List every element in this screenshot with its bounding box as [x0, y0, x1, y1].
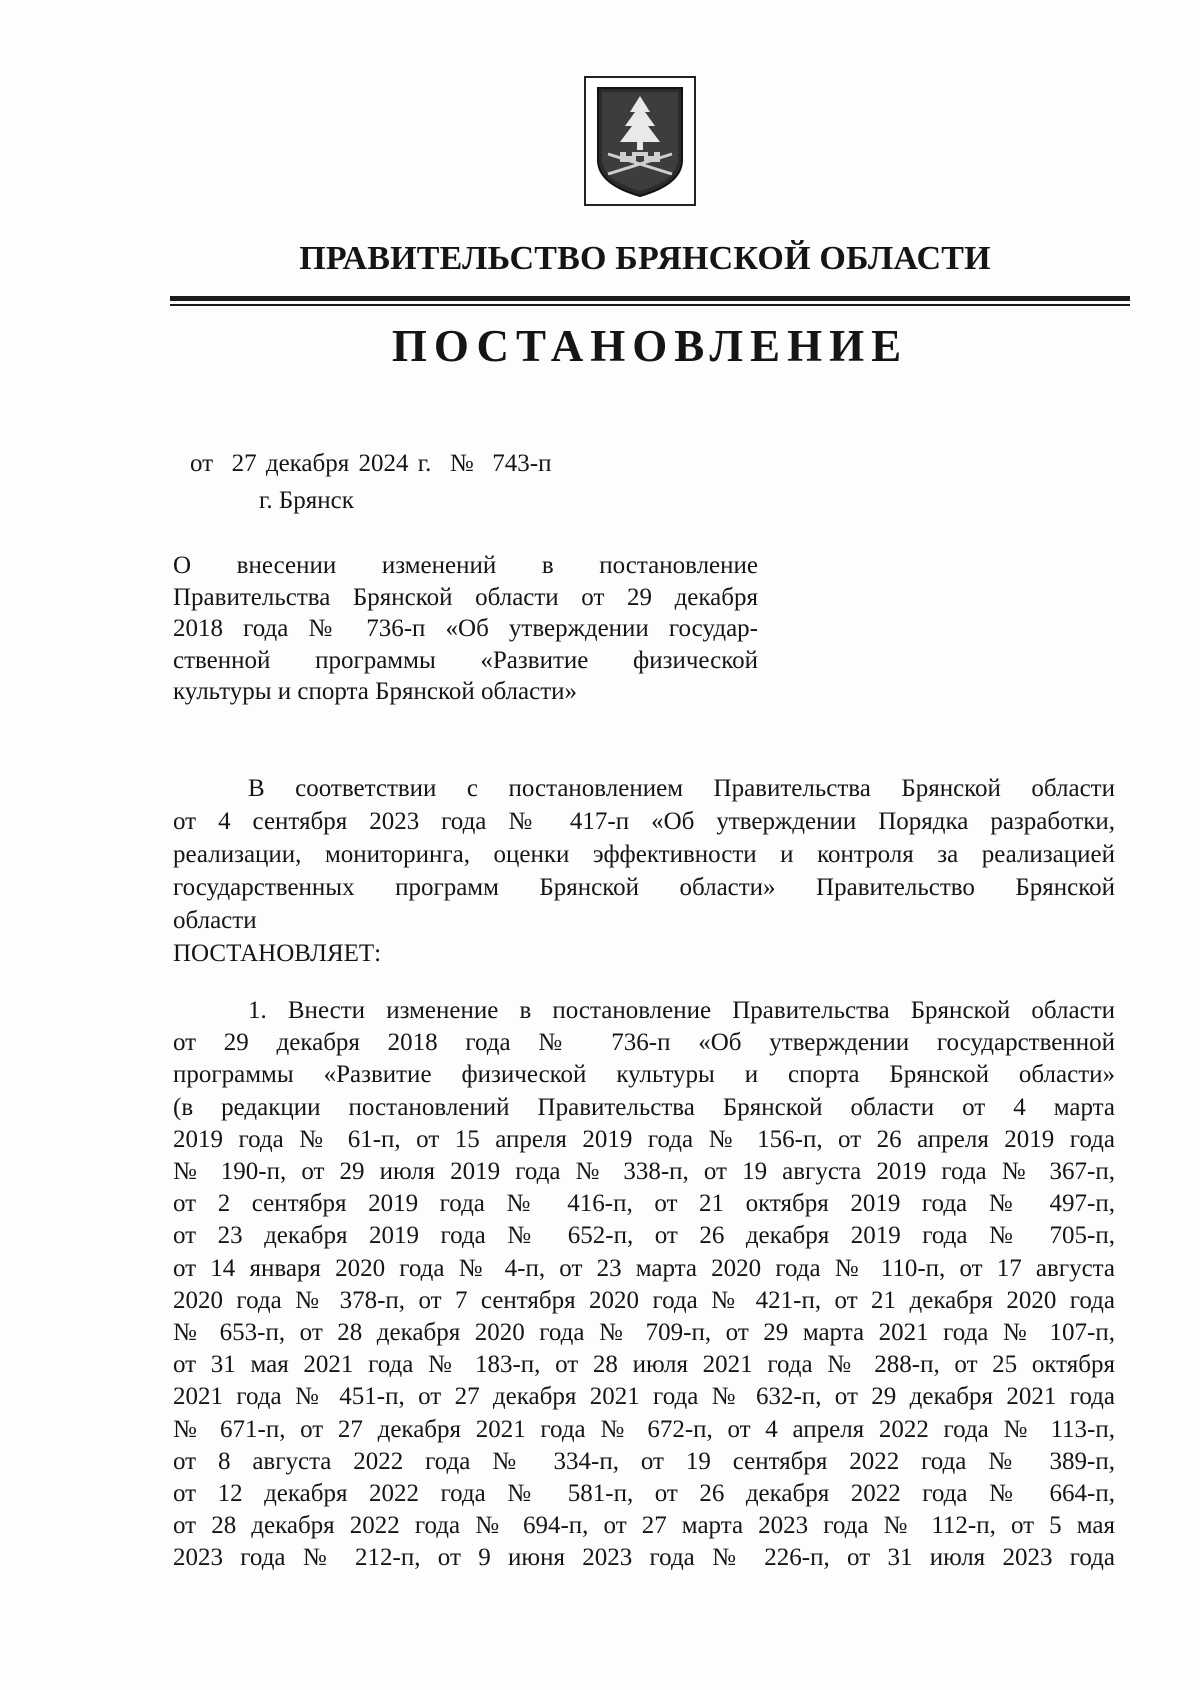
item-1-line: от 8 августа 2022 года № 334-п, от 19 сентября 2022 года № 389-п, [173, 1447, 1115, 1475]
subject-line: Правительства Брянской области от 29 декабря [173, 583, 758, 611]
header-divider-thin [170, 304, 1130, 306]
item-1-line: 2023 года № 212-п, от 9 июня 2023 года № 226-п, от 31 июля 2023 года [173, 1544, 1115, 1572]
subject-line: культуры и спорта Брянской области» [173, 678, 578, 705]
preamble-line: области [173, 907, 257, 934]
item-1-line: № 653-п, от 28 декабря 2020 года № 709-п, от 29 марта 2021 года № 107-п, [173, 1319, 1115, 1347]
decree-word: ПОСТАНОВЛЯЕТ: [173, 940, 382, 967]
item-1-line: № 190-п, от 29 июля 2019 года № 338-п, от 19 августа 2019 года № 367-п, [173, 1158, 1115, 1186]
subject-line: О внесении изменений в постановление [173, 552, 758, 579]
item-1-line: от 28 декабря 2022 года № 694-п, от 27 марта 2023 года № 112-п, от 5 мая [173, 1512, 1115, 1540]
item-1-line: от 31 мая 2021 года № 183-п, от 28 июля 2021 года № 288-п, от 25 октября [173, 1351, 1115, 1379]
preamble-line: реализации, мониторинга, оценки эффективности и контроля за реализацией [173, 841, 1115, 868]
item-1-paragraph [173, 995, 1115, 1575]
preamble-line: от 4 сентября 2023 года № 417-п «Об утверждении Порядка разработки, [173, 808, 1115, 835]
preamble-line: государственных программ Брянской области» Правительство Брянской [173, 874, 1115, 901]
coat-of-arms-icon [584, 76, 696, 206]
header-divider-thick [170, 296, 1130, 301]
document-date-number: от 27 декабря 2024 г. № 743-п [190, 450, 552, 477]
item-1-line: № 671-п, от 27 декабря 2021 года № 672-п, от 4 апреля 2022 года № 113-п, [173, 1415, 1115, 1443]
preamble-line: В соответствии с постановлением Правительства Брянской области [248, 775, 1115, 802]
item-1-line: от 2 сентября 2019 года № 416-п, от 21 октября 2019 года № 497-п, [173, 1190, 1115, 1218]
item-1-line: 2021 года № 451-п, от 27 декабря 2021 года № 632-п, от 29 декабря 2021 года [173, 1383, 1115, 1411]
subject-line: ственной программы «Развитие физической [173, 646, 758, 674]
item-1-line: 2019 года № 61-п, от 15 апреля 2019 года № 156-п, от 26 апреля 2019 года [173, 1125, 1115, 1153]
item-1-line: от 23 декабря 2019 года № 652-п, от 26 декабря 2019 года № 705-п, [173, 1222, 1115, 1250]
document-type-title: ПОСТАНОВЛЕНИЕ [391, 321, 909, 371]
item-1-line: программы «Развитие физической культуры и спорта Брянской области» [173, 1061, 1115, 1089]
item-1-line: (в редакции постановлений Правительства Брянской области от 4 марта [173, 1093, 1115, 1121]
item-1-line: 2020 года № 378-п, от 7 сентября 2020 года № 421-п, от 21 декабря 2020 года [173, 1286, 1115, 1314]
document-city: г. Брянск [259, 487, 354, 514]
subject-line: 2018 года № 736-п «Об утверждении государ- [173, 615, 758, 642]
item-1-line: 1. Внести изменение в постановление Правительства Брянской области [248, 997, 1115, 1024]
item-1-line: от 29 декабря 2018 года № 736-п «Об утверждении государственной [173, 1029, 1115, 1057]
government-title: ПРАВИТЕЛЬСТВО БРЯНСКОЙ ОБЛАСТИ [299, 240, 991, 277]
preamble-paragraph [173, 772, 1115, 937]
item-1-line: от 12 декабря 2022 года № 581-п, от 26 декабря 2022 года № 664-п, [173, 1480, 1115, 1508]
document-subject [173, 550, 758, 708]
item-1-line: от 14 января 2020 года № 4-п, от 23 марта 2020 года № 110-п, от 17 августа [173, 1254, 1115, 1282]
